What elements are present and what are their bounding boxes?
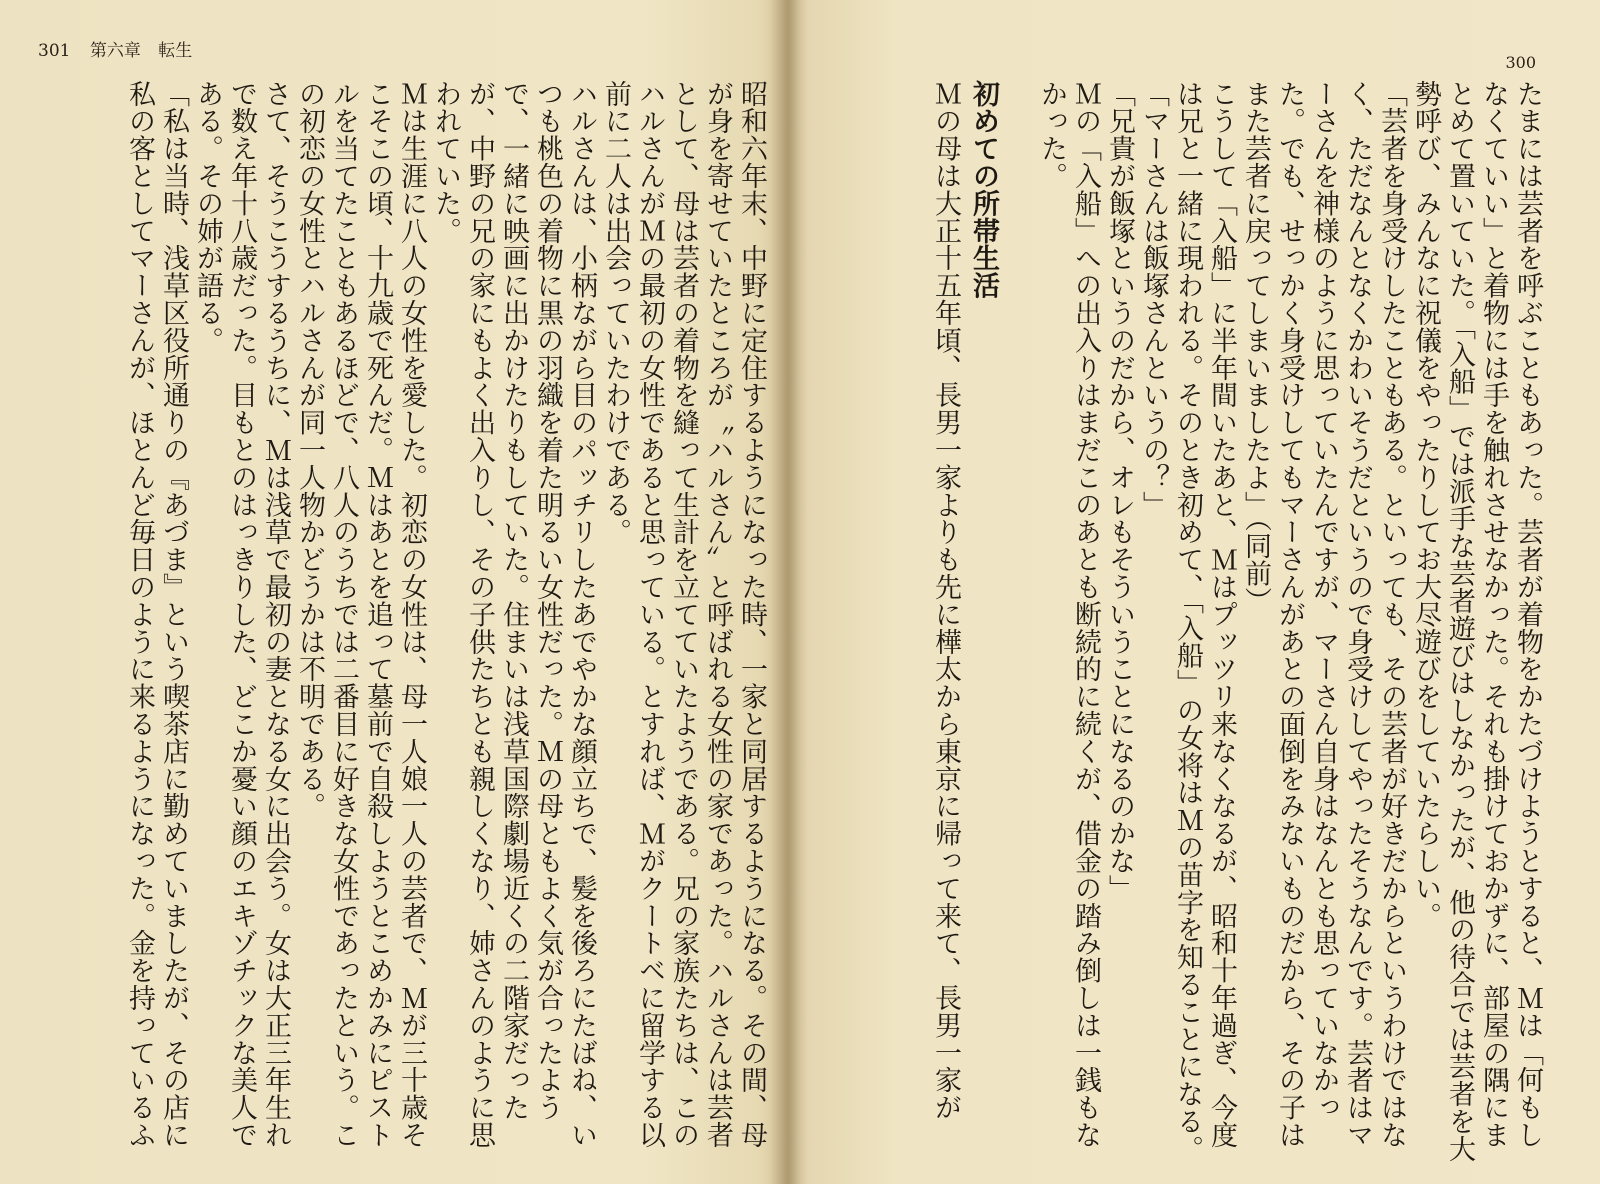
page-number: 300: [1505, 53, 1536, 72]
paragraph: 「マーさんは飯塚さんというの？」: [1138, 80, 1169, 519]
paragraph: さて、そうこうするうちに、Ｍは浅草で最初の妻となる女に出会う。女は大正三年生れで数え年十八歳だった。目もとのはっきりした、どこか憂い顔のエキゾチックな美人である。その姉が語る。: [192, 80, 291, 1149]
paragraph: ハルさんは、小柄ながら目のパッチリしたあでやかな顔立ちで、髪を後ろにたばね、いつも桃色の着物に黒の羽織を着た明るい女性だった。Ｍの母ともよく気が合ったようで、一緒に映画に出かけたりもしていた。住まいは浅草国際劇場近くの二階家だったが、中野の兄の家にもよく出入りし、その子供たちとも親しくなり、姉さんのように思われていた。: [430, 80, 597, 1149]
paragraph: 「兄貴が飯塚というのだから、オレもそういうことになるのかな」: [1104, 80, 1135, 902]
left-page: [0, 0, 780, 1184]
page-number: 301: [38, 41, 71, 61]
paragraph: 「芸者を身受けしたこともある。といっても、その芸者が好きだからというわけではなく、ただなんとなくかわいそうだというので身受けしてやったそうなんです。芸者はマーさんを神様のように思っていたんですが、マーさん自身はなんとも思っていなかった。でも、せっかく身受けしてもマーさんがあとの面倒をみないものだから、その子はまた芸者に戻ってしまいましたよ」（同前）: [1240, 80, 1407, 1149]
section-heading: 初めての所帯生活: [968, 80, 999, 300]
left-page-body: [33, 80, 768, 1170]
paragraph: Ｍは生涯に八人の女性を愛した。初恋の女性は、母一人娘一人の芸者で、Ｍが三十歳そこそこの頃、十九歳で死んだ。Ｍはあとを追って墓前で自殺しようとこめかみにピストルを当てたこともあるほどで、八人のうちでは二番目に好きな女性であったという。この初恋の女性とハルさんが同一人物かどうかは不明である。: [294, 80, 427, 1149]
paragraph: たまには芸者を呼ぶこともあった。芸者が着物をかたづけようとすると、Ｍは「何もしなくていい」と着物には手を触れさせなかった。それも掛けておかずに、部屋の隅にまとめて置いていた。「入船」では派手な芸者遊びはしなかったが、他の待合では芸者を大勢呼び、みんなに祝儀をやったりしてお大尽遊びをしていたらしい。: [1410, 80, 1543, 1163]
chapter-title: 転生: [158, 41, 193, 61]
right-page-body: [844, 80, 1544, 1170]
blank-line: [1000, 80, 1034, 107]
paragraph: こうして「入船」に半年間いたあと、Ｍはプッツリ来なくなるが、昭和十年過ぎ、今度は兄と一緒に現われる。そのとき初めて、「入船」の女将はＭの苗字を知ることになる。: [1172, 80, 1237, 1163]
chapter-label: 第六章: [89, 41, 141, 61]
running-head: [38, 36, 192, 61]
paragraph: Ｍの母は大正十五年頃、長男一家よりも先に樺太から東京に帰って来て、長男一家が: [930, 80, 961, 1122]
right-page: [780, 0, 1600, 1184]
paragraph: Ｍの「入船」への出入りはまだこのあとも断続的に続くが、借金の踏み倒しは一銭もなかった。: [1036, 80, 1101, 1149]
paragraph: 「私は当時、浅草区役所通りの『あづま』という喫茶店に勤めていましたが、その店に私の客としてマーさんが、ほとんど毎日のように来るようになった。金を持っているふ: [124, 80, 189, 1149]
paragraph: 昭和六年末、中野に定住するようになった時、一家と同居するようになる。その間、母が身を寄せていたところが〝ハルさん〟と呼ばれる女性の家であった。ハルさんは芸者として、母は芸者の着物を縫って生計を立てていたようである。兄の家族たちは、このハルさんがＭの最初の女性であると思っている。とすれば、Ｍがクートベに留学する以前に二人は出会っていたわけである。: [600, 80, 767, 1149]
